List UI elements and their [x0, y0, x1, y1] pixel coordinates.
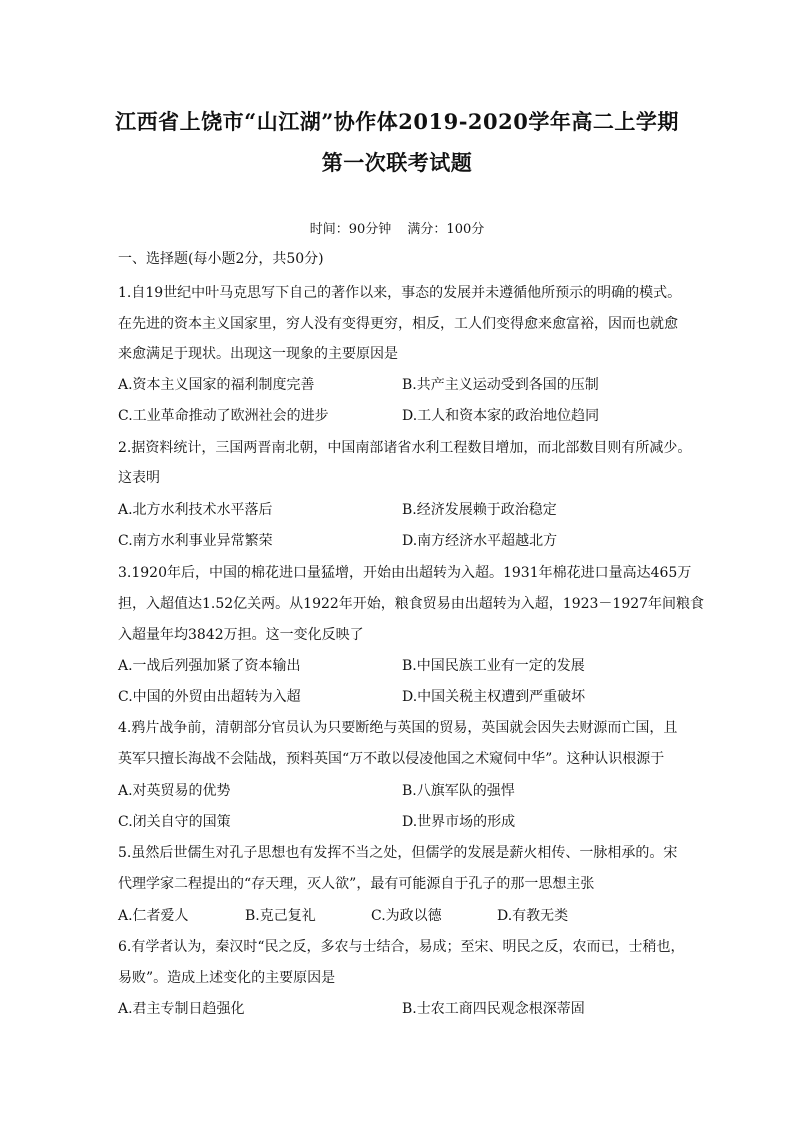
exam-meta [0, 218, 794, 237]
exam-time: 时间：90分钟 [309, 222, 392, 237]
question-6-line-2: 易败”。造成上述变化的主要原因是 [118, 970, 336, 986]
question-6-option-a: A.君主专制日趋强化 [118, 1001, 245, 1017]
question-2-option-d: D.南方经济水平超越北方 [402, 533, 558, 549]
question-1-line-2: 在先进的资本主义国家里，穷人没有变得更穷，相反，工人们变得愈来愈富裕，因而也就愈 [118, 316, 678, 332]
question-5-option-c: C.为政以德 [371, 908, 442, 924]
question-4-option-d: D.世界市场的形成 [402, 814, 516, 830]
question-3-option-a: A.一战后列强加紧了资本输出 [118, 658, 301, 674]
question-6-line-1: 6.有学者认为，秦汉时“民之反，多农与士结合，易成；至宋、明民之反，农而已，士稍也， [118, 939, 685, 955]
question-1-option-a: A.资本主义国家的福利制度完善 [118, 377, 315, 393]
question-2-option-c: C.南方水利事业异常繁荣 [118, 533, 273, 549]
question-2-line-1: 2.据资料统计，三国两晋南北朝，中国南部诸省水利工程数目增加，而北部数目则有所减少。 [118, 440, 692, 456]
question-4-option-c: C.闭关自守的国策 [118, 814, 231, 830]
question-1-option-c: C.工业革命推动了欧洲社会的进步 [118, 408, 329, 424]
question-5-line-2: 代理学家二程提出的“存天理，灭人欲”，最有可能源自于孔子的那一思想主张 [118, 876, 595, 892]
question-5-option-b: B.克己复礼 [245, 908, 316, 924]
question-1-option-b: B.共产主义运动受到各国的压制 [402, 377, 599, 393]
question-1-option-d: D.工人和资本家的政治地位趋同 [402, 408, 600, 424]
question-3-line-1: 3.1920年后，中国的棉花进口量猛增，开始由出超转为入超。1931年棉花进口量高达465万 [118, 565, 692, 581]
question-3-option-c: C.中国的外贸由出超转为入超 [118, 689, 301, 705]
question-2-line-2: 这表明 [118, 470, 160, 486]
question-2-option-a: A.北方水利技术水平落后 [118, 502, 273, 518]
question-3-line-2: 担，入超值达1.52亿关两。从1922年开始，粮食贸易由出超转为入超，1923－1927年间粮食 [118, 596, 705, 612]
question-2-option-b: B.经济发展赖于政治稳定 [402, 502, 557, 518]
question-4-option-a: A.对英贸易的优势 [118, 783, 231, 799]
question-1-line-1: 1.自19世纪中叶马克思写下自己的著作以来，事态的发展并未遵循他所预示的明确的模式。 [118, 285, 682, 301]
question-4-line-1: 4.鸦片战争前，清朝部分官员认为只要断绝与英国的贸易，英国就会因失去财源而亡国，且 [118, 720, 678, 736]
question-6-option-b: B.士农工商四民观念根深蒂固 [402, 1001, 585, 1017]
question-3-option-b: B.中国民族工业有一定的发展 [402, 658, 585, 674]
question-5-option-a: A.仁者爱人 [118, 908, 189, 924]
question-3-option-d: D.中国关税主权遭到严重破坏 [402, 689, 586, 705]
question-4-line-2: 英军只擅长海战不会陆战，预料英国“万不敢以侵凌他国之术窥伺中华”。这种认识根源于 [118, 751, 665, 767]
question-1-line-3: 来愈满足于现状。出现这一现象的主要原因是 [118, 346, 398, 362]
question-5-option-d: D.有教无类 [497, 908, 569, 924]
exam-score: 满分：100分 [407, 222, 485, 237]
question-5-line-1: 5.虽然后世儒生对孔子思想也有发挥不当之处，但儒学的发展是薪火相传、一脉相承的。宋 [118, 845, 678, 861]
exam-title-line2: 第一次联考试题 [321, 150, 473, 175]
exam-title-line1: 江西省上饶市“山江湖”协作体2019-2020学年高二上学期 [115, 109, 679, 134]
question-3-line-3: 入超量年均3842万担。这一变化反映了 [118, 627, 364, 643]
section-heading: 一、选择题(每小题2分，共50分) [118, 251, 324, 267]
question-4-option-b: B.八旗军队的强悍 [402, 783, 515, 799]
